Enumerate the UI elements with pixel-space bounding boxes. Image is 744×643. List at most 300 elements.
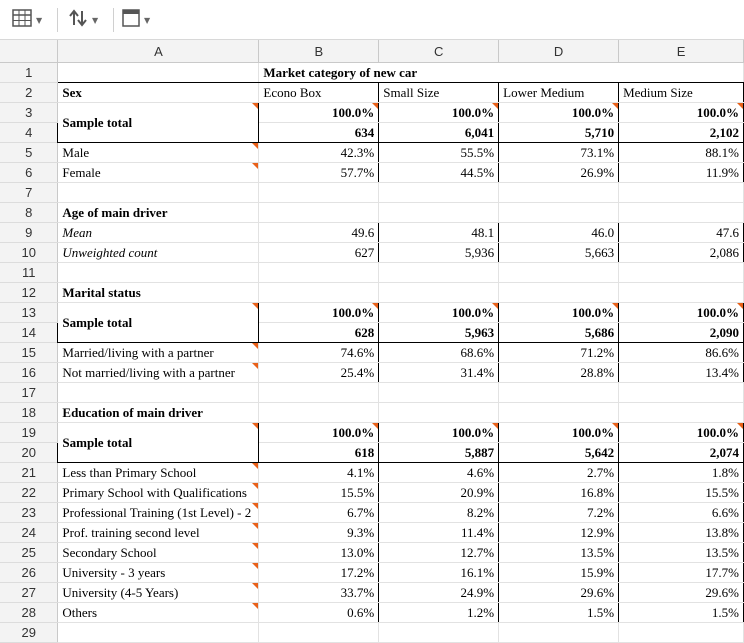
cell-value[interactable] xyxy=(259,403,379,423)
cell-value[interactable] xyxy=(619,263,744,283)
cell-value[interactable] xyxy=(619,363,744,383)
cell-text: 29.6% xyxy=(580,584,615,600)
cell-value[interactable] xyxy=(379,543,499,563)
cell-value[interactable] xyxy=(259,503,379,523)
cell-label[interactable] xyxy=(58,463,259,483)
cell-value[interactable] xyxy=(379,603,499,623)
cell-text: 618 xyxy=(354,444,375,460)
cell-value[interactable] xyxy=(499,423,619,443)
cell-text: 73.1% xyxy=(580,144,615,160)
cell-value[interactable] xyxy=(619,243,744,263)
cell-text: Marital status xyxy=(62,284,141,300)
cell-text: 5,663 xyxy=(584,244,615,260)
cell-value[interactable] xyxy=(259,223,379,243)
cell-value[interactable] xyxy=(379,403,499,423)
table-row xyxy=(0,103,744,123)
comment-marker-icon xyxy=(252,103,258,109)
row-header[interactable]: 18 xyxy=(0,403,58,423)
cell-label[interactable] xyxy=(58,483,259,503)
cell-label[interactable] xyxy=(58,263,259,283)
cell-value[interactable] xyxy=(499,563,619,583)
row-header[interactable]: 11 xyxy=(0,263,58,283)
cell-value[interactable] xyxy=(379,183,499,203)
cell-value[interactable] xyxy=(619,123,744,143)
row-header[interactable]: 8 xyxy=(0,203,58,223)
cell-value[interactable] xyxy=(379,123,499,143)
cell-label[interactable] xyxy=(58,383,259,403)
row-header[interactable]: 16 xyxy=(0,363,58,383)
cell-text: Education of main driver xyxy=(62,404,203,420)
cell-value[interactable] xyxy=(259,583,379,603)
cell-value[interactable] xyxy=(379,443,499,463)
cell-text: 100.0% xyxy=(696,424,739,440)
comment-marker-icon xyxy=(737,103,743,109)
cell-value[interactable] xyxy=(379,343,499,363)
comment-marker-icon xyxy=(252,603,258,609)
column-header-c[interactable]: C xyxy=(379,40,499,63)
row-header[interactable]: 26 xyxy=(0,563,58,583)
comment-marker-icon xyxy=(252,463,258,469)
cell-text: 15.5% xyxy=(340,484,375,500)
cell-label[interactable] xyxy=(58,423,259,463)
cell-text: 57.7% xyxy=(340,164,375,180)
comment-marker-icon xyxy=(612,423,618,429)
cell-label[interactable] xyxy=(58,343,259,363)
comment-marker-icon xyxy=(252,583,258,589)
table-row xyxy=(0,183,744,203)
cell-value[interactable] xyxy=(259,203,379,223)
cell-label[interactable] xyxy=(58,83,259,103)
row-header[interactable]: 17 xyxy=(0,383,58,403)
cell-value[interactable] xyxy=(379,423,499,443)
cell-text: 6.6% xyxy=(711,504,739,520)
cell-text: Lower Medium xyxy=(503,84,585,100)
cell-value[interactable] xyxy=(499,283,619,303)
cell-text: 1.2% xyxy=(467,604,495,620)
comment-marker-icon xyxy=(737,423,743,429)
cell-value[interactable] xyxy=(379,103,499,123)
cell-text: 12.9% xyxy=(580,524,615,540)
table-row xyxy=(0,83,744,103)
cell-text: 13.0% xyxy=(340,544,375,560)
cell-value[interactable] xyxy=(499,263,619,283)
row-header[interactable]: 6 xyxy=(0,163,58,183)
cell-value[interactable] xyxy=(619,143,744,163)
cell-text: 13.5% xyxy=(580,544,615,560)
cell-value[interactable] xyxy=(499,243,619,263)
row-header[interactable]: 25 xyxy=(0,543,58,563)
cell-value[interactable] xyxy=(619,463,744,483)
cell-text: 5,710 xyxy=(584,124,615,140)
cell-value[interactable] xyxy=(259,443,379,463)
cell-value[interactable] xyxy=(259,323,379,343)
cell-value[interactable] xyxy=(499,203,619,223)
table-row xyxy=(0,563,744,583)
cell-text: 28.8% xyxy=(580,364,615,380)
row-header[interactable]: 24 xyxy=(0,523,58,543)
row-header[interactable]: 22 xyxy=(0,483,58,503)
cell-value[interactable] xyxy=(379,83,499,103)
frame-button[interactable] xyxy=(122,9,150,31)
cell-label[interactable] xyxy=(58,163,259,183)
cell-label[interactable] xyxy=(58,563,259,583)
cell-value[interactable] xyxy=(259,283,379,303)
cell-value[interactable] xyxy=(499,523,619,543)
cell-value[interactable] xyxy=(259,123,379,143)
cell-value[interactable] xyxy=(259,523,379,543)
cell-value[interactable] xyxy=(379,363,499,383)
cell-value[interactable] xyxy=(619,503,744,523)
cell-value[interactable] xyxy=(499,503,619,523)
row-header[interactable]: 23 xyxy=(0,503,58,523)
row-header[interactable]: 14 xyxy=(0,323,58,343)
cell-label[interactable] xyxy=(58,223,259,243)
cell-value[interactable] xyxy=(259,563,379,583)
cell-text: Secondary School xyxy=(62,544,157,560)
cell-value[interactable] xyxy=(259,383,379,403)
cell-text: 71.2% xyxy=(580,344,615,360)
cell-value[interactable] xyxy=(379,223,499,243)
comment-marker-icon xyxy=(252,303,258,309)
comment-marker-icon xyxy=(252,543,258,549)
row-header[interactable]: 13 xyxy=(0,303,58,323)
row-header[interactable]: 4 xyxy=(0,123,58,143)
comment-marker-icon xyxy=(252,163,258,169)
cell-value[interactable] xyxy=(499,123,619,143)
cell-text: 29.6% xyxy=(705,584,739,600)
cell-value[interactable] xyxy=(379,483,499,503)
cell-value[interactable] xyxy=(379,503,499,523)
cell-value[interactable] xyxy=(259,603,379,623)
cell-text: Less than Primary School xyxy=(62,464,197,480)
cell-value[interactable] xyxy=(379,563,499,583)
cell-value[interactable] xyxy=(259,543,379,563)
cell-value[interactable] xyxy=(499,343,619,363)
cell-value[interactable] xyxy=(499,583,619,603)
comment-marker-icon xyxy=(372,423,378,429)
cell-text: 13.8% xyxy=(705,524,739,540)
cell-text: 4.1% xyxy=(347,464,375,480)
comment-marker-icon xyxy=(252,523,258,529)
cell-text: 2,102 xyxy=(709,124,739,140)
row-header[interactable]: 1 xyxy=(0,63,58,83)
sort-button[interactable] xyxy=(68,9,98,31)
row-header[interactable]: 21 xyxy=(0,463,58,483)
table-row xyxy=(0,603,744,623)
toolbar-divider xyxy=(113,8,114,32)
cell-value[interactable] xyxy=(499,363,619,383)
cell-text: Others xyxy=(62,604,98,620)
row-header[interactable]: 27 xyxy=(0,583,58,603)
cell-label[interactable] xyxy=(58,363,259,383)
cell-text: 100.0% xyxy=(571,304,615,320)
comment-marker-icon xyxy=(372,303,378,309)
cell-value[interactable] xyxy=(499,383,619,403)
cell-value[interactable] xyxy=(379,163,499,183)
cell-value[interactable] xyxy=(499,603,619,623)
chevron-down-icon: ▼ xyxy=(144,15,151,25)
cell-value[interactable] xyxy=(619,103,744,123)
cell-value[interactable] xyxy=(379,323,499,343)
cell-text: 12.7% xyxy=(460,544,495,560)
cell-text: 16.1% xyxy=(460,564,495,580)
comment-marker-icon xyxy=(612,303,618,309)
cell-value[interactable] xyxy=(619,403,744,423)
cell-value[interactable] xyxy=(259,363,379,383)
cell-value[interactable] xyxy=(379,463,499,483)
cell-value[interactable] xyxy=(499,463,619,483)
cell-text: 13.4% xyxy=(705,364,739,380)
frame-icon xyxy=(122,9,140,32)
cell-value[interactable] xyxy=(259,183,379,203)
cell-text: 74.6% xyxy=(340,344,375,360)
cell-label[interactable] xyxy=(58,103,259,143)
cell-value[interactable] xyxy=(499,443,619,463)
cell-value[interactable] xyxy=(499,223,619,243)
cell-text: 44.5% xyxy=(460,164,495,180)
cell-value[interactable] xyxy=(499,403,619,423)
cell-text: Small Size xyxy=(383,84,440,100)
cell-value[interactable] xyxy=(499,183,619,203)
table-row xyxy=(0,283,744,303)
comment-marker-icon xyxy=(492,103,498,109)
cell-value[interactable] xyxy=(379,523,499,543)
cell-value[interactable] xyxy=(259,63,744,83)
cell-value[interactable] xyxy=(619,323,744,343)
cell-value[interactable] xyxy=(259,143,379,163)
cell-value[interactable] xyxy=(379,263,499,283)
cell-value[interactable] xyxy=(619,603,744,623)
toolbar xyxy=(0,0,744,40)
cell-value[interactable] xyxy=(499,543,619,563)
cell-text: 55.5% xyxy=(460,144,495,160)
table-icon xyxy=(12,9,32,32)
table-row xyxy=(0,403,744,423)
cell-text: 6.7% xyxy=(347,504,375,520)
row-header[interactable]: 2 xyxy=(0,83,58,103)
chevron-down-icon: ▼ xyxy=(36,15,43,25)
cell-text: Age of main driver xyxy=(62,204,168,220)
cell-text: Econo Box xyxy=(263,84,322,100)
column-header-e[interactable]: E xyxy=(619,40,744,63)
cell-value[interactable] xyxy=(619,623,744,643)
cell-value[interactable] xyxy=(619,183,744,203)
comment-marker-icon xyxy=(737,303,743,309)
cell-label[interactable] xyxy=(58,623,259,643)
cell-value[interactable] xyxy=(259,163,379,183)
table-row xyxy=(0,203,744,223)
cell-text: 31.4% xyxy=(460,364,495,380)
cell-text: 100.0% xyxy=(451,104,495,120)
cell-text: 100.0% xyxy=(571,104,615,120)
cell-text: 100.0% xyxy=(696,304,739,320)
sort-icon xyxy=(68,9,88,32)
cell-text: 1.5% xyxy=(586,604,615,620)
select-all-corner[interactable] xyxy=(0,40,58,63)
cell-value[interactable] xyxy=(379,283,499,303)
cell-value[interactable] xyxy=(259,243,379,263)
row-header[interactable]: 10 xyxy=(0,243,58,263)
cell-value[interactable] xyxy=(619,343,744,363)
cell-value[interactable] xyxy=(619,483,744,503)
cell-value[interactable] xyxy=(619,423,744,443)
table-row xyxy=(0,503,744,523)
spreadsheet-table xyxy=(0,40,744,643)
cell-text: 6,041 xyxy=(464,124,495,140)
cell-value[interactable] xyxy=(379,243,499,263)
cell-value[interactable] xyxy=(259,263,379,283)
cell-text: 68.6% xyxy=(460,344,495,360)
cell-value[interactable] xyxy=(259,463,379,483)
cell-text: Prof. training second level xyxy=(62,524,200,540)
cell-value[interactable] xyxy=(619,83,744,103)
cell-value[interactable] xyxy=(619,383,744,403)
row-header[interactable]: 9 xyxy=(0,223,58,243)
cell-label[interactable] xyxy=(58,243,259,263)
cell-value[interactable] xyxy=(499,143,619,163)
table-row xyxy=(0,463,744,483)
cell-value[interactable] xyxy=(379,303,499,323)
table-row xyxy=(0,383,744,403)
cell-value[interactable] xyxy=(619,223,744,243)
cell-value[interactable] xyxy=(259,103,379,123)
cell-value[interactable] xyxy=(619,283,744,303)
row-header[interactable]: 7 xyxy=(0,183,58,203)
comment-marker-icon xyxy=(492,423,498,429)
cell-text: 627 xyxy=(354,244,375,260)
cell-text: Medium Size xyxy=(623,84,693,100)
cell-label[interactable] xyxy=(58,143,259,163)
cell-value[interactable] xyxy=(499,303,619,323)
row-header[interactable]: 3 xyxy=(0,103,58,123)
table-format-button[interactable] xyxy=(12,9,42,31)
comment-marker-icon xyxy=(252,563,258,569)
cell-value[interactable] xyxy=(499,623,619,643)
cell-text: Primary School with Qualifications xyxy=(62,484,247,500)
cell-text: 46.0 xyxy=(591,224,615,240)
cell-label[interactable] xyxy=(58,543,259,563)
cell-value[interactable] xyxy=(619,563,744,583)
table-row xyxy=(0,623,744,643)
table-row xyxy=(0,63,744,83)
row-header[interactable]: 5 xyxy=(0,143,58,163)
cell-value[interactable] xyxy=(379,383,499,403)
cell-text: University (4-5 Years) xyxy=(62,584,179,600)
cell-text: 7.2% xyxy=(586,504,615,520)
cell-text: 9.3% xyxy=(347,524,375,540)
cell-text: 100.0% xyxy=(571,424,615,440)
table-row xyxy=(0,303,744,323)
cell-text: Female xyxy=(62,164,101,180)
cell-value[interactable] xyxy=(259,303,379,323)
table-row xyxy=(0,343,744,363)
cell-value[interactable] xyxy=(619,523,744,543)
row-header[interactable]: 20 xyxy=(0,443,58,463)
cell-label[interactable] xyxy=(58,523,259,543)
cell-text: 15.9% xyxy=(580,564,615,580)
column-header-d[interactable]: D xyxy=(499,40,619,63)
cell-text: 86.6% xyxy=(705,344,739,360)
cell-label[interactable] xyxy=(58,603,259,623)
cell-text: 11.9% xyxy=(705,164,739,180)
cell-value[interactable] xyxy=(259,423,379,443)
table-row xyxy=(0,423,744,443)
row-header[interactable]: 19 xyxy=(0,423,58,443)
cell-label[interactable] xyxy=(58,583,259,603)
cell-value[interactable] xyxy=(499,163,619,183)
cell-value[interactable] xyxy=(379,143,499,163)
cell-value[interactable] xyxy=(619,543,744,563)
cell-value[interactable] xyxy=(619,443,744,463)
cell-text: 17.2% xyxy=(340,564,375,580)
cell-text: 26.9% xyxy=(580,164,615,180)
cell-text: 100.0% xyxy=(451,424,495,440)
cell-value[interactable] xyxy=(499,103,619,123)
cell-text: 100.0% xyxy=(451,304,495,320)
table-row xyxy=(0,223,744,243)
row-header[interactable]: 15 xyxy=(0,343,58,363)
cell-text: Sample total xyxy=(62,434,133,450)
comment-marker-icon xyxy=(492,303,498,309)
cell-text: 25.4% xyxy=(340,364,375,380)
cell-value[interactable] xyxy=(619,583,744,603)
cell-text: 2,086 xyxy=(709,244,739,260)
row-header[interactable]: 12 xyxy=(0,283,58,303)
cell-value[interactable] xyxy=(379,583,499,603)
table-row xyxy=(0,543,744,563)
cell-value[interactable] xyxy=(619,303,744,323)
cell-text: University - 3 years xyxy=(62,564,166,580)
table-row xyxy=(0,523,744,543)
cell-text: 49.6 xyxy=(351,224,375,240)
cell-label[interactable] xyxy=(58,283,259,303)
table-row xyxy=(0,163,744,183)
cell-value[interactable] xyxy=(499,83,619,103)
cell-text: Sample total xyxy=(62,114,133,130)
cell-label[interactable] xyxy=(58,403,259,423)
cell-text: 4.6% xyxy=(467,464,495,480)
cell-label[interactable] xyxy=(58,203,259,223)
cell-value[interactable] xyxy=(619,203,744,223)
cell-label[interactable] xyxy=(58,303,259,343)
cell-value[interactable] xyxy=(259,343,379,363)
column-header-a[interactable]: A xyxy=(58,40,259,63)
cell-value[interactable] xyxy=(379,203,499,223)
comment-marker-icon xyxy=(252,343,258,349)
cell-text: 2.7% xyxy=(586,464,615,480)
cell-value[interactable] xyxy=(259,483,379,503)
comment-marker-icon xyxy=(252,483,258,489)
cell-value[interactable] xyxy=(499,323,619,343)
cell-value[interactable] xyxy=(619,163,744,183)
cell-value[interactable] xyxy=(499,483,619,503)
cell-text: 88.1% xyxy=(705,144,739,160)
chevron-down-icon: ▼ xyxy=(92,15,99,25)
cell-label[interactable] xyxy=(58,503,259,523)
cell-value[interactable] xyxy=(259,83,379,103)
column-header-b[interactable]: B xyxy=(259,40,379,63)
cell-text: 16.8% xyxy=(580,484,615,500)
cell-text: 5,887 xyxy=(464,444,495,460)
cell-value[interactable] xyxy=(259,623,379,643)
row-header[interactable]: 28 xyxy=(0,603,58,623)
table-row xyxy=(0,483,744,503)
cell-label[interactable] xyxy=(58,63,259,83)
cell-value[interactable] xyxy=(379,623,499,643)
cell-text: 48.1 xyxy=(471,224,495,240)
row-header[interactable]: 29 xyxy=(0,623,58,643)
cell-label[interactable] xyxy=(58,183,259,203)
